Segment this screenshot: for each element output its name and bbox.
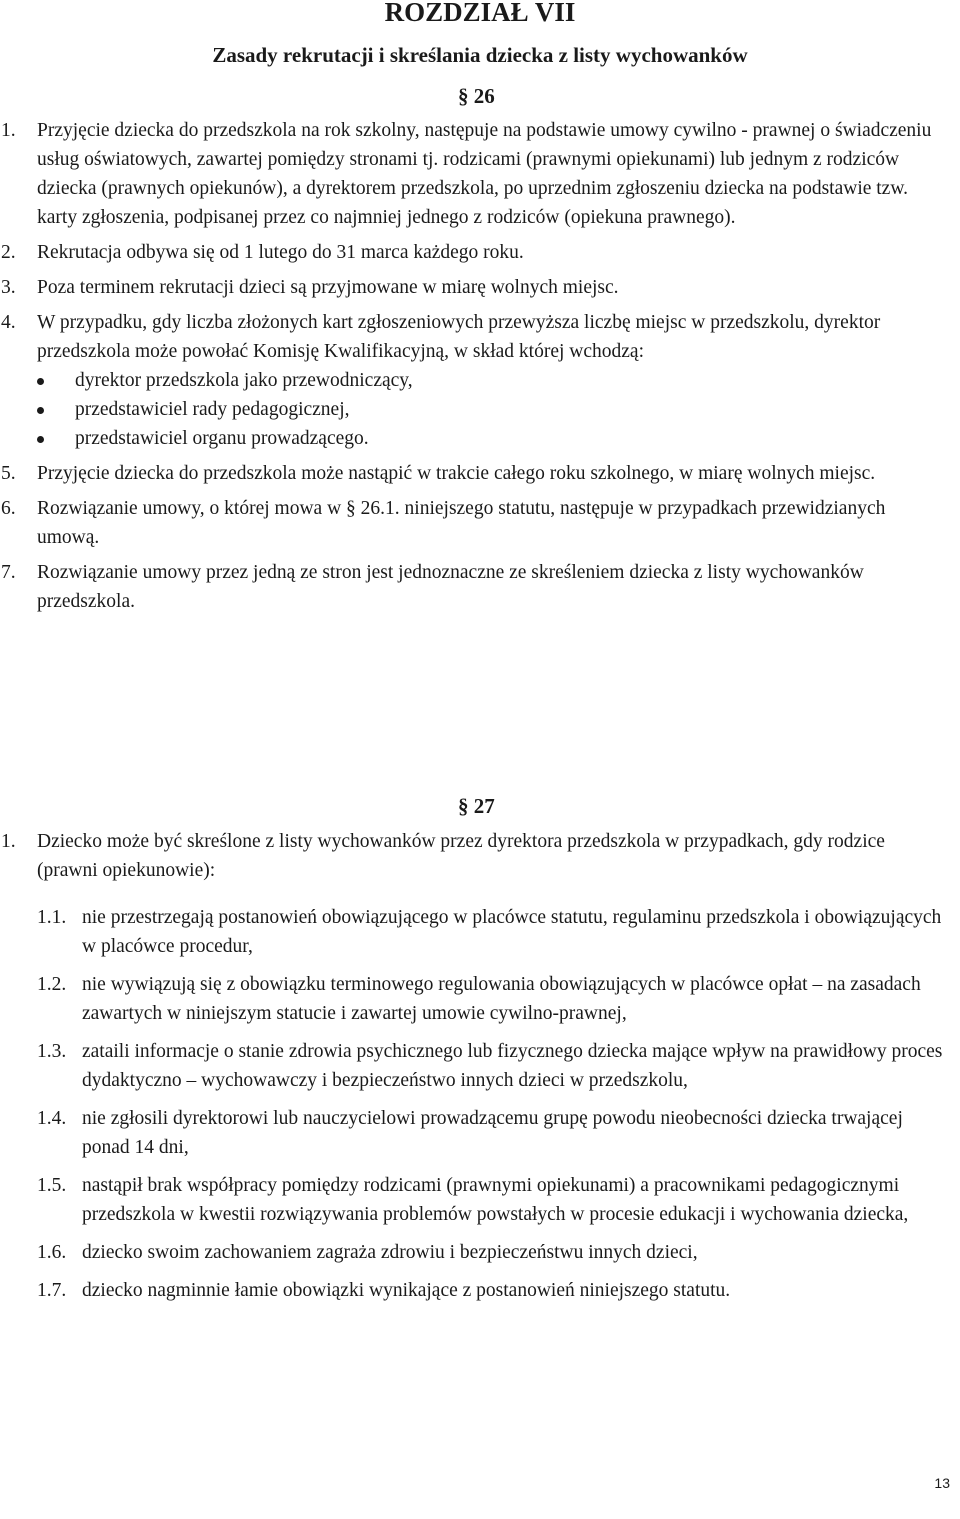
section-27-list xyxy=(0,827,960,1305)
page-number: 13 xyxy=(934,1475,950,1491)
section-26-list xyxy=(0,116,960,616)
sub-item-number: 1.3. xyxy=(37,1041,67,1062)
committee-members-list xyxy=(37,366,950,453)
item-number: 1. xyxy=(1,831,16,852)
list-item-26-1 xyxy=(0,116,960,232)
list-item-26-5 xyxy=(0,459,960,488)
sub-item-text: dziecko nagminnie łamie obowiązki wynikające z postanowień niniejszego statutu. xyxy=(82,1280,731,1301)
sub-item-text: dziecko swoim zachowaniem zagraża zdrowiu i bezpieczeństwu innych dzieci, xyxy=(82,1242,698,1263)
item-number: 4. xyxy=(1,312,16,333)
bullet-item: dyrektor przedszkola jako przewodniczący, xyxy=(37,366,950,395)
chapter-title: ROZDZIAŁ VII xyxy=(384,0,576,27)
section-heading-27: § 27 xyxy=(458,794,495,818)
item-text: Rozwiązanie umowy, o której mowa w § 26.1. niniejszego statutu, następuje w przypadkach przewidzianych umową. xyxy=(37,498,886,548)
sub-item-number: 1.4. xyxy=(37,1108,67,1129)
item-text: Rekrutacja odbywa się od 1 lutego do 31 marca każdego roku. xyxy=(37,242,524,263)
item-text: W przypadku, gdy liczba złożonych kart zgłoszeniowych przewyższa liczbę miejsc w przedszkolu, dyrektor przedszkola może powołać Komisję Kwalifikacyjną, w skład której wchodzą: xyxy=(37,312,881,362)
bullet-item: przedstawiciel organu prowadzącego. xyxy=(37,424,950,453)
sub-item-1-4 xyxy=(0,1104,960,1162)
sub-item-1-1 xyxy=(0,903,960,961)
item-text: Poza terminem rekrutacji dzieci są przyjmowane w miarę wolnych miejsc. xyxy=(37,277,619,298)
item-number: 7. xyxy=(1,562,16,583)
item-number: 3. xyxy=(1,277,16,298)
item-number: 1. xyxy=(1,120,16,141)
list-item-27-1 xyxy=(0,827,960,885)
sub-item-text: nie przestrzegają postanowień obowiązującego w placówce statutu, regulaminu przedszkola i obowiązujących w placówce procedur, xyxy=(82,907,942,957)
sub-item-text: nie zgłosili dyrektorowi lub nauczycielowi prowadzącemu grupę powodu nieobecności dziecka trwającej ponad 14 dni, xyxy=(82,1108,903,1158)
sub-item-1-6 xyxy=(0,1238,960,1267)
sub-item-number: 1.5. xyxy=(37,1175,67,1196)
list-item-26-3 xyxy=(0,273,960,302)
sub-item-number: 1.7. xyxy=(37,1280,67,1301)
item-text: Rozwiązanie umowy przez jedną ze stron jest jednoznaczne ze skreśleniem dziecka z listy wychowanków przedszkola. xyxy=(37,562,864,612)
item-number: 6. xyxy=(1,498,16,519)
list-item-26-4 xyxy=(0,308,960,453)
chapter-subtitle: Zasady rekrutacji i skreślania dziecka z listy wychowanków xyxy=(212,43,748,67)
sub-item-1-7 xyxy=(0,1276,960,1305)
item-number: 2. xyxy=(1,242,16,263)
sub-item-number: 1.6. xyxy=(37,1242,67,1263)
bullet-icon xyxy=(37,407,44,414)
sub-item-text: nie wywiązują się z obowiązku terminowego regulowania obowiązujących w placówce opłat – na zasadach zawartych w niniejszym statucie i zawartej umowie cywilno-prawnej, xyxy=(82,974,921,1024)
list-item-26-7 xyxy=(0,558,960,616)
bullet-item: przedstawiciel rady pedagogicznej, xyxy=(37,395,950,424)
bullet-icon xyxy=(37,436,44,443)
sub-item-1-3 xyxy=(0,1037,960,1095)
list-item-26-2 xyxy=(0,238,960,267)
sub-item-text: zataili informacje o stanie zdrowia psychicznego lub fizycznego dziecka mające wpływ na prawidłowy proces dydaktyczno – wychowawczy i bezpieczeństwo innych dzieci w przedszkolu, xyxy=(82,1041,943,1091)
item-number: 5. xyxy=(1,463,16,484)
section-heading-26: § 26 xyxy=(458,84,495,108)
sub-item-text: nastąpił brak współpracy pomiędzy rodzicami (prawnymi opiekunami) a pracownikami pedagogicznymi przedszkola w kwestii rozwiązywania problemów powstałych w procesie edukacji i wychowania dziecka, xyxy=(82,1175,909,1225)
list-item-26-6 xyxy=(0,494,960,552)
item-text: Dziecko może być skreślone z listy wychowanków przez dyrektora przedszkola w przypadkach, gdy rodzice (prawni opiekunowie): xyxy=(37,831,885,881)
sub-item-1-2 xyxy=(0,970,960,1028)
sub-item-number: 1.2. xyxy=(37,974,67,995)
item-text: Przyjęcie dziecka do przedszkola może nastąpić w trakcie całego roku szkolnego, w miarę wolnych miejsc. xyxy=(37,463,876,484)
sub-item-1-5 xyxy=(0,1171,960,1229)
bullet-icon xyxy=(37,378,44,385)
item-text: Przyjęcie dziecka do przedszkola na rok szkolny, następuje na podstawie umowy cywilno - prawnej o świadczeniu usług oświatowych, zawartej pomiędzy stronami tj. rodzicami (prawnymi opiekunami) lub jednym z rodziców dziecka (prawnych opiekunów), a dyrektorem przedszkola, po uprzednim zgłoszeniu dziecka na podstawie tzw. karty zgłoszenia, podpisanej przez co najmniej jednego z rodziców (opiekuna prawnego). xyxy=(37,120,932,228)
sub-item-number: 1.1. xyxy=(37,907,67,928)
